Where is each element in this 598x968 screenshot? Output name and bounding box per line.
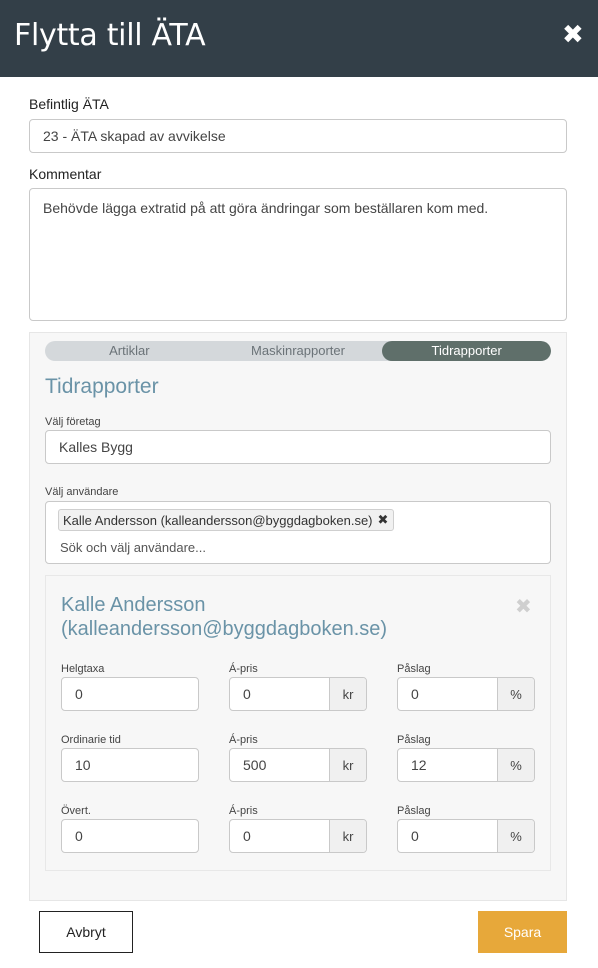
markup-input[interactable] xyxy=(397,677,535,711)
rate-type-label: Ordinarie tid xyxy=(61,734,121,746)
percent-addon: % xyxy=(497,678,534,710)
selected-user-chip xyxy=(58,509,394,531)
price-value: 500 xyxy=(243,757,267,773)
modal-header xyxy=(0,0,598,77)
company-label: Välj företag xyxy=(45,416,101,428)
section-title: Tidrapporter xyxy=(45,375,159,398)
percent-addon: % xyxy=(497,820,534,852)
markup-label: Påslag xyxy=(397,805,431,817)
save-button[interactable]: Spara xyxy=(478,911,567,953)
user-card-name-line1: Kalle Andersson xyxy=(61,594,206,616)
hours-value: 10 xyxy=(75,757,91,773)
close-icon[interactable]: ✖ xyxy=(562,19,584,49)
currency-addon: kr xyxy=(329,820,366,852)
percent-addon: % xyxy=(497,749,534,781)
close-icon[interactable]: ✖ xyxy=(515,596,532,618)
markup-label: Påslag xyxy=(397,734,431,746)
tab-tidrapporter[interactable]: Tidrapporter xyxy=(382,341,551,361)
price-label: Á-pris xyxy=(229,663,258,675)
hours-input[interactable] xyxy=(61,819,199,853)
markup-value: 0 xyxy=(411,828,419,844)
users-label: Välj användare xyxy=(45,486,119,498)
chip-remove-icon[interactable]: ✖ xyxy=(377,512,389,527)
user-card-name xyxy=(61,593,387,641)
markup-input[interactable] xyxy=(397,748,535,782)
markup-input[interactable] xyxy=(397,819,535,853)
tab-maskinrapporter[interactable]: Maskinrapporter xyxy=(251,343,345,358)
price-label: Á-pris xyxy=(229,734,258,746)
hours-input[interactable] xyxy=(61,677,199,711)
tab-artiklar[interactable]: Artiklar xyxy=(109,343,150,358)
price-input[interactable] xyxy=(229,819,367,853)
comment-textarea[interactable] xyxy=(29,188,567,321)
cancel-button[interactable]: Avbryt xyxy=(39,911,133,953)
markup-value: 12 xyxy=(411,757,427,773)
currency-addon: kr xyxy=(329,678,366,710)
price-input[interactable] xyxy=(229,748,367,782)
comment-label: Kommentar xyxy=(29,166,102,182)
hours-value: 0 xyxy=(75,828,83,844)
hours-input[interactable] xyxy=(61,748,199,782)
user-multiselect[interactable] xyxy=(45,501,551,564)
existing-ata-field[interactable] xyxy=(29,119,567,153)
existing-ata-label: Befintlig ÄTA xyxy=(29,96,109,112)
rate-type-label: Helgtaxa xyxy=(61,663,105,675)
price-input[interactable] xyxy=(229,677,367,711)
company-select[interactable] xyxy=(45,430,551,464)
rate-type-label: Övert. xyxy=(61,805,91,817)
markup-label: Påslag xyxy=(397,663,431,675)
user-search-input[interactable]: Sök och välj användare... xyxy=(60,540,206,555)
price-value: 0 xyxy=(243,828,251,844)
currency-addon: kr xyxy=(329,749,366,781)
comment-value: Behövde lägga extratid på att göra ändringar som beställaren kom med. xyxy=(43,200,489,216)
selected-user-chip-label: Kalle Andersson (kalleandersson@byggdagboken.se) xyxy=(63,512,373,528)
price-value: 0 xyxy=(243,686,251,702)
modal-title: Flytta till ÄTA xyxy=(14,18,206,53)
hours-value: 0 xyxy=(75,686,83,702)
markup-value: 0 xyxy=(411,686,419,702)
user-card-name-line2: (kalleandersson@byggdagboken.se) xyxy=(61,618,388,640)
price-label: Á-pris xyxy=(229,805,258,817)
company-value: Kalles Bygg xyxy=(59,439,133,455)
existing-ata-value: 23 - ÄTA skapad av avvikelse xyxy=(43,128,226,144)
tab-bar xyxy=(45,341,551,361)
